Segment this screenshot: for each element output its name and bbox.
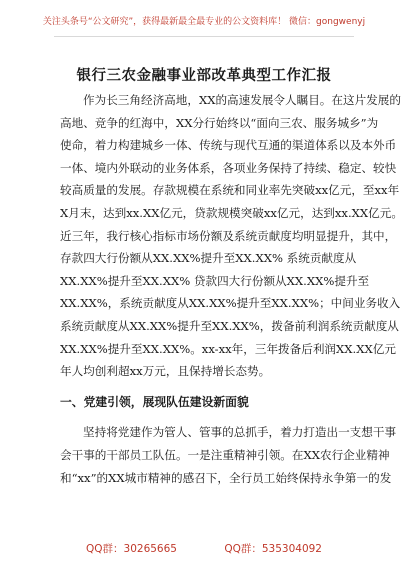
document-body	[60, 89, 403, 489]
paragraph-line: 坚持将党建作为管人、管事的总抓手，着力打造出一支想干事	[83, 425, 397, 440]
paragraph-line: 作为长三角经济高地，XX的高速发展令人瞩目。在这片发展的	[83, 93, 401, 107]
paragraph-line: X月末，达到xx.XX亿元，贷款规模突破xx亿元，达到xx.XX亿元。	[60, 205, 403, 220]
paragraph-line: 存款四大行份额从XX.XX%提升至XX.XX% 系统贡献度从	[60, 251, 357, 266]
paragraph-line: 使命，着力构建城乡一体、传统与现代互通的渠道体系以及本外币	[60, 138, 397, 153]
paragraph-line: XX.XX%，系统贡献度从XX.XX%提升至XX.XX%；中间业务收入	[60, 296, 401, 311]
paragraph-2	[60, 421, 397, 489]
paragraph-line: 年人均创利超xx万元，且保持增长态势。	[60, 364, 271, 379]
section-heading-1: 一、党建引领，展现队伍建设新面貌	[60, 394, 249, 409]
header-watermark-note: 关注头条号“公文研究”，获得最新最全最专业的公文资料库！ 微信：gongwenyj	[42, 17, 366, 27]
paragraph-line: 系统贡献度从XX.XX%提升至XX.XX%，拨备前利润系统贡献度从	[60, 318, 399, 333]
header-divider	[54, 36, 354, 37]
footer-qq-group-1: QQ群：30265665	[86, 543, 177, 555]
paragraph-1	[60, 89, 403, 383]
footer-qq-groups	[0, 541, 408, 556]
paragraph-line: 高地、竞争的红海中，XX分行始终以“面向三农、服务城乡”为	[60, 115, 379, 130]
paragraph-line: 较高质量的发展。存款规模在系统和同业率先突破xx亿元，至xx年	[60, 183, 400, 198]
paragraph-line: 近三年，我行核心指标市场份额及系统贡献度均明显提升，其中，	[60, 228, 397, 243]
document-title: 银行三农金融事业部改革典型工作汇报	[76, 67, 332, 84]
paragraph-line: 一体、境内外联动的业务体系，各项业务保持了持续、稳定、较快	[60, 160, 397, 175]
paragraph-line: 和“xx”的XX城市精神的感召下，全行员工始终保持永争第一的发	[60, 470, 392, 485]
footer-qq-group-2: QQ群：535304092	[224, 543, 322, 555]
paragraph-line: 会干事的干部员工队伍。一是注重精神引领。在XX农行企业精神	[60, 447, 390, 462]
paragraph-line: XX.XX%提升至XX.XX% 贷款四大行份额从XX.XX%提升至	[60, 273, 370, 288]
paragraph-line: XX.XX%提升至XX.XX%。xx-xx年，三年拨备后利润XX.XX亿元	[60, 341, 396, 356]
